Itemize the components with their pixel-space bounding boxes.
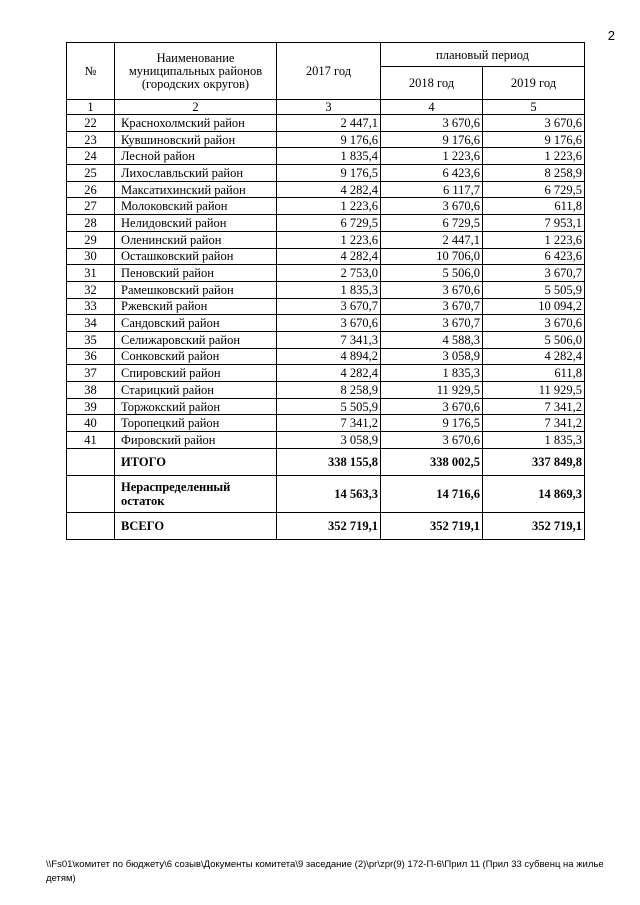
district-name: Максатихинский район [115, 181, 277, 198]
value-2017: 1 835,3 [277, 281, 381, 298]
row-number: 25 [67, 165, 115, 182]
value-2018: 11 929,5 [381, 382, 483, 399]
value-2018: 3 670,6 [381, 115, 483, 132]
value-2017: 1 835,4 [277, 148, 381, 165]
row-number: 41 [67, 432, 115, 449]
unallocated-2018: 14 716,6 [381, 475, 483, 512]
unallocated-2017: 14 563,3 [277, 475, 381, 512]
row-number: 38 [67, 382, 115, 399]
district-name: Старицкий район [115, 382, 277, 399]
row-number: 34 [67, 315, 115, 332]
value-2018: 9 176,6 [381, 131, 483, 148]
value-2018: 3 670,6 [381, 198, 483, 215]
value-2018: 6 729,5 [381, 215, 483, 232]
value-2017: 6 729,5 [277, 215, 381, 232]
table-row [67, 148, 585, 165]
header-number: № [67, 43, 115, 100]
value-2017: 9 176,6 [277, 131, 381, 148]
table-row [67, 198, 585, 215]
value-2018: 5 506,0 [381, 265, 483, 282]
row-number: 35 [67, 331, 115, 348]
table-row [67, 415, 585, 432]
page-number: 2 [607, 28, 615, 43]
unallocated-row-number [67, 475, 115, 512]
table-row [67, 348, 585, 365]
row-number: 33 [67, 298, 115, 315]
column-numbers-row [67, 100, 585, 115]
district-name: Фировский район [115, 432, 277, 449]
district-name: Краснохолмский район [115, 115, 277, 132]
value-2017: 3 058,9 [277, 432, 381, 449]
value-2019: 6 729,5 [483, 181, 585, 198]
table-row [67, 365, 585, 382]
value-2018: 1 835,3 [381, 365, 483, 382]
row-number: 29 [67, 231, 115, 248]
total-row [67, 448, 585, 475]
value-2019: 3 670,7 [483, 265, 585, 282]
column-number: 2 [115, 100, 277, 115]
value-2017: 4 282,4 [277, 181, 381, 198]
value-2019: 7 341,2 [483, 398, 585, 415]
value-2018: 6 117,7 [381, 181, 483, 198]
grand-total-row-number [67, 512, 115, 539]
value-2019: 3 670,6 [483, 115, 585, 132]
row-number: 40 [67, 415, 115, 432]
row-number: 24 [67, 148, 115, 165]
footer-file-path: \\Fs01\комитет по бюджету\6 созыв\Документы комитета\9 заседание (2)\pr\zpr(9) 172-П-6\Прил 11 (Прил 33 субвенц на жилье детям) [46, 859, 604, 884]
table-row [67, 215, 585, 232]
district-name: Спировский район [115, 365, 277, 382]
value-2018: 3 058,9 [381, 348, 483, 365]
district-name: Нелидовский район [115, 215, 277, 232]
grand-total-2017: 352 719,1 [277, 512, 381, 539]
row-number: 30 [67, 248, 115, 265]
district-name: Кувшиновский район [115, 131, 277, 148]
value-2019: 5 505,9 [483, 281, 585, 298]
total-2018: 338 002,5 [381, 448, 483, 475]
value-2018: 3 670,7 [381, 298, 483, 315]
value-2019: 611,8 [483, 198, 585, 215]
district-name: Лесной район [115, 148, 277, 165]
value-2017: 3 670,7 [277, 298, 381, 315]
table-row [67, 231, 585, 248]
table-row [67, 265, 585, 282]
header-planning-period: плановый период [381, 43, 585, 67]
value-2017: 1 223,6 [277, 198, 381, 215]
value-2019: 7 341,2 [483, 415, 585, 432]
table-row [67, 131, 585, 148]
value-2018: 6 423,6 [381, 165, 483, 182]
value-2018: 4 588,3 [381, 331, 483, 348]
district-name: Сандовский район [115, 315, 277, 332]
unallocated-2019: 14 869,3 [483, 475, 585, 512]
value-2017: 4 282,4 [277, 248, 381, 265]
total-label: ИТОГО [115, 448, 277, 475]
value-2018: 3 670,6 [381, 281, 483, 298]
value-2017: 8 258,9 [277, 382, 381, 399]
district-name: Лихославльский район [115, 165, 277, 182]
district-name: Молоковский район [115, 198, 277, 215]
unallocated-row [67, 475, 585, 512]
header-2018: 2018 год [381, 67, 483, 100]
table-row [67, 298, 585, 315]
total-row-number [67, 448, 115, 475]
table-row [67, 398, 585, 415]
value-2018: 1 223,6 [381, 148, 483, 165]
value-2019: 1 835,3 [483, 432, 585, 449]
table-row [67, 165, 585, 182]
header-2017: 2017 год [277, 43, 381, 100]
value-2017: 9 176,5 [277, 165, 381, 182]
value-2017: 4 282,4 [277, 365, 381, 382]
value-2019: 7 953,1 [483, 215, 585, 232]
grand-total-label: ВСЕГО [115, 512, 277, 539]
district-name: Осташковский район [115, 248, 277, 265]
header-2019: 2019 год [483, 67, 585, 100]
value-2017: 5 505,9 [277, 398, 381, 415]
column-number: 1 [67, 100, 115, 115]
row-number: 22 [67, 115, 115, 132]
value-2019: 611,8 [483, 365, 585, 382]
table-row [67, 181, 585, 198]
value-2017: 2 753,0 [277, 265, 381, 282]
grand-total-row [67, 512, 585, 539]
table-row [67, 382, 585, 399]
unallocated-label: Нераспределенный остаток [115, 475, 277, 512]
grand-total-2019: 352 719,1 [483, 512, 585, 539]
subvention-table [66, 42, 585, 540]
district-name: Оленинский район [115, 231, 277, 248]
table-row [67, 331, 585, 348]
district-name: Селижаровский район [115, 331, 277, 348]
header-name: Наименование муниципальных районов (городских округов) [115, 43, 277, 100]
row-number: 39 [67, 398, 115, 415]
table-row [67, 248, 585, 265]
district-name: Пеновский район [115, 265, 277, 282]
column-number: 3 [277, 100, 381, 115]
column-number: 4 [381, 100, 483, 115]
value-2019: 3 670,6 [483, 315, 585, 332]
district-name: Ржевский район [115, 298, 277, 315]
row-number: 23 [67, 131, 115, 148]
value-2019: 9 176,6 [483, 131, 585, 148]
grand-total-2018: 352 719,1 [381, 512, 483, 539]
value-2018: 3 670,7 [381, 315, 483, 332]
value-2018: 9 176,5 [381, 415, 483, 432]
district-name: Торжокский район [115, 398, 277, 415]
value-2019: 1 223,6 [483, 231, 585, 248]
row-number: 37 [67, 365, 115, 382]
value-2018: 3 670,6 [381, 398, 483, 415]
total-2017: 338 155,8 [277, 448, 381, 475]
value-2018: 2 447,1 [381, 231, 483, 248]
value-2017: 4 894,2 [277, 348, 381, 365]
value-2019: 4 282,4 [483, 348, 585, 365]
table-row [67, 281, 585, 298]
value-2017: 1 223,6 [277, 231, 381, 248]
value-2019: 10 094,2 [483, 298, 585, 315]
total-2019: 337 849,8 [483, 448, 585, 475]
table-row [67, 432, 585, 449]
value-2019: 5 506,0 [483, 331, 585, 348]
table-row [67, 115, 585, 132]
district-name: Сонковский район [115, 348, 277, 365]
value-2017: 2 447,1 [277, 115, 381, 132]
row-number: 36 [67, 348, 115, 365]
row-number: 26 [67, 181, 115, 198]
row-number: 28 [67, 215, 115, 232]
row-number: 32 [67, 281, 115, 298]
value-2019: 1 223,6 [483, 148, 585, 165]
district-name: Торопецкий район [115, 415, 277, 432]
value-2017: 7 341,3 [277, 331, 381, 348]
table-row [67, 315, 585, 332]
row-number: 27 [67, 198, 115, 215]
row-number: 31 [67, 265, 115, 282]
column-number: 5 [483, 100, 585, 115]
value-2017: 7 341,2 [277, 415, 381, 432]
value-2019: 11 929,5 [483, 382, 585, 399]
value-2017: 3 670,6 [277, 315, 381, 332]
value-2018: 10 706,0 [381, 248, 483, 265]
value-2019: 6 423,6 [483, 248, 585, 265]
value-2018: 3 670,6 [381, 432, 483, 449]
value-2019: 8 258,9 [483, 165, 585, 182]
district-name: Рамешковский район [115, 281, 277, 298]
